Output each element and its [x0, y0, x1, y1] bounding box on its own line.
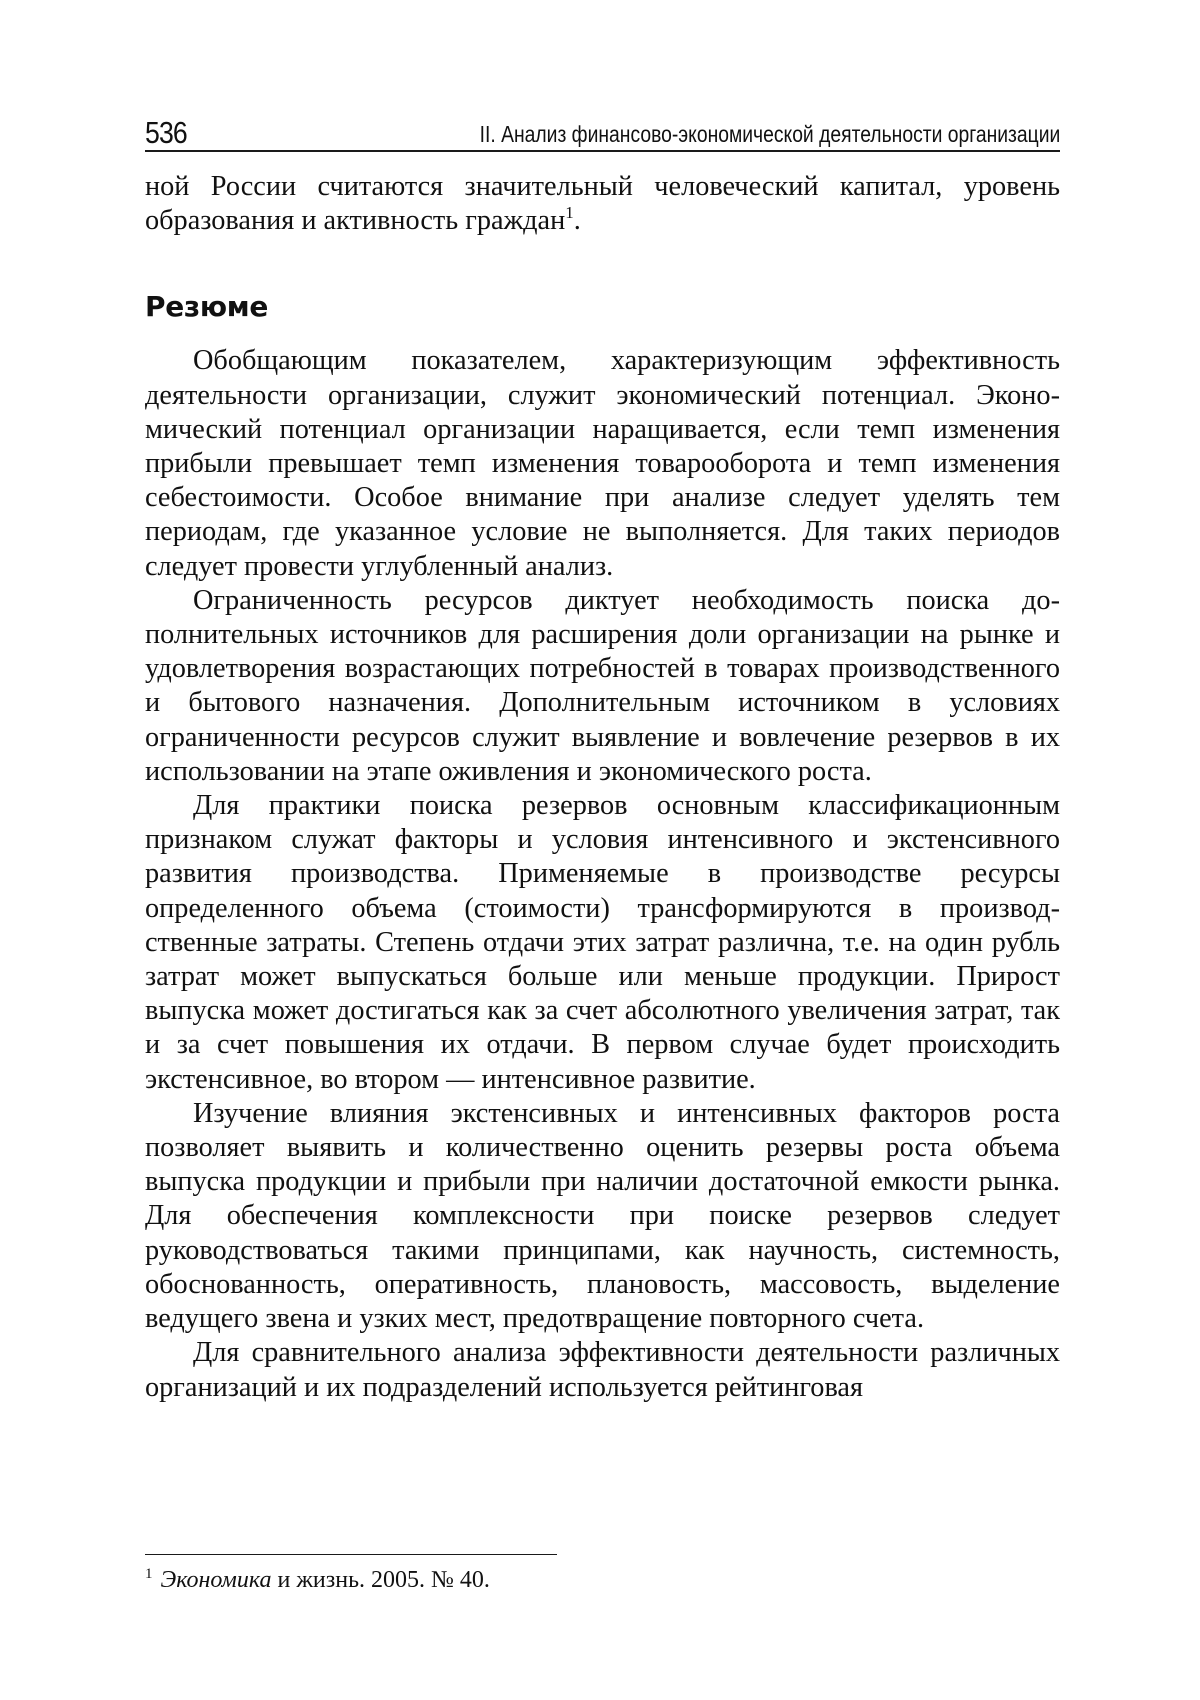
footnote-source-rest: и жизнь. 2005. № 40.: [277, 1567, 490, 1593]
paragraph: Для практики поиска резервов основным классификационным признаком служат факторы и условия интенсивного и экстенсивного развития производства. Применяемые в производстве ресурсы определенного объема (стоимости) трансформируются в производственные затраты. Степень отдачи этих затрат различна, т.е. на один рубль затрат может выпускаться больше или меньше продукции. Прирост выпуска может достигаться как за счет абсолютного увеличения затрат, так и за счет повышения их отдачи. В первом случае будет происходить экстенсивное, во втором — интенсивное развитие.: [145, 790, 1060, 1095]
continuation-paragraph: [145, 170, 1060, 238]
section-heading: Резюме: [145, 290, 269, 324]
footnote-mark: 1: [145, 1566, 153, 1582]
footnote: [145, 1565, 1060, 1595]
running-header: [145, 112, 1060, 152]
page-number: 536: [145, 115, 187, 150]
footnote-source-italic: Экономика: [160, 1567, 272, 1593]
paragraph: Изучение влияния экстенсивных и интенсивных факторов роста позволяет выявить и количественно оценить резервы роста объема выпуска продукции и прибыли при наличии достаточной емкости рынка. Для обеспечения комплексности при поиске резервов следует руководствоваться такими принципами, как научность, системность, обоснованность, оперативность, плановость, массовость, выделение ведущего звена и узких мест, предотвращение повторного счета.: [145, 1097, 1060, 1335]
paragraph: Для сравнительного анализа эффективности деятельности различных организаций и их подразделений используется рейтинговая: [145, 1337, 1060, 1403]
paragraph: Обобщающим показателем, характеризующим эффективность деятельности организации, служит экономический потенциал. Экономический потенциал организации наращивается, если темп изменения прибыли превышает темп изменения товарооборота и темп изменения себестоимости. Особое внимание при анализе следует уделять тем периодам, где указанное условие не выполняется. Для таких периодов следует провести углубленный анализ.: [145, 345, 1060, 582]
footnote-reference: 1: [565, 203, 574, 223]
footnote-divider: [145, 1554, 557, 1555]
paragraph: Ограниченность ресурсов диктует необходимость поиска дополнительных источников для расширения доли организации на рынке и удовлетворения возрастающих потребностей в товарах производственного и бытового назначения. Дополнительным источником в условиях ограниченности ресурсов служит выявление и вовлечение резервов в их использовании на этапе оживления и экономического роста.: [145, 584, 1060, 787]
continuation-text: ной России считаются значительный человеческий капитал, уровень образования и активность граждан: [145, 171, 1060, 237]
chapter-title: II. Анализ финансово-экономической деятельности организации: [479, 121, 1060, 147]
continuation-end: .: [573, 205, 581, 237]
body-text: [145, 170, 1060, 1405]
